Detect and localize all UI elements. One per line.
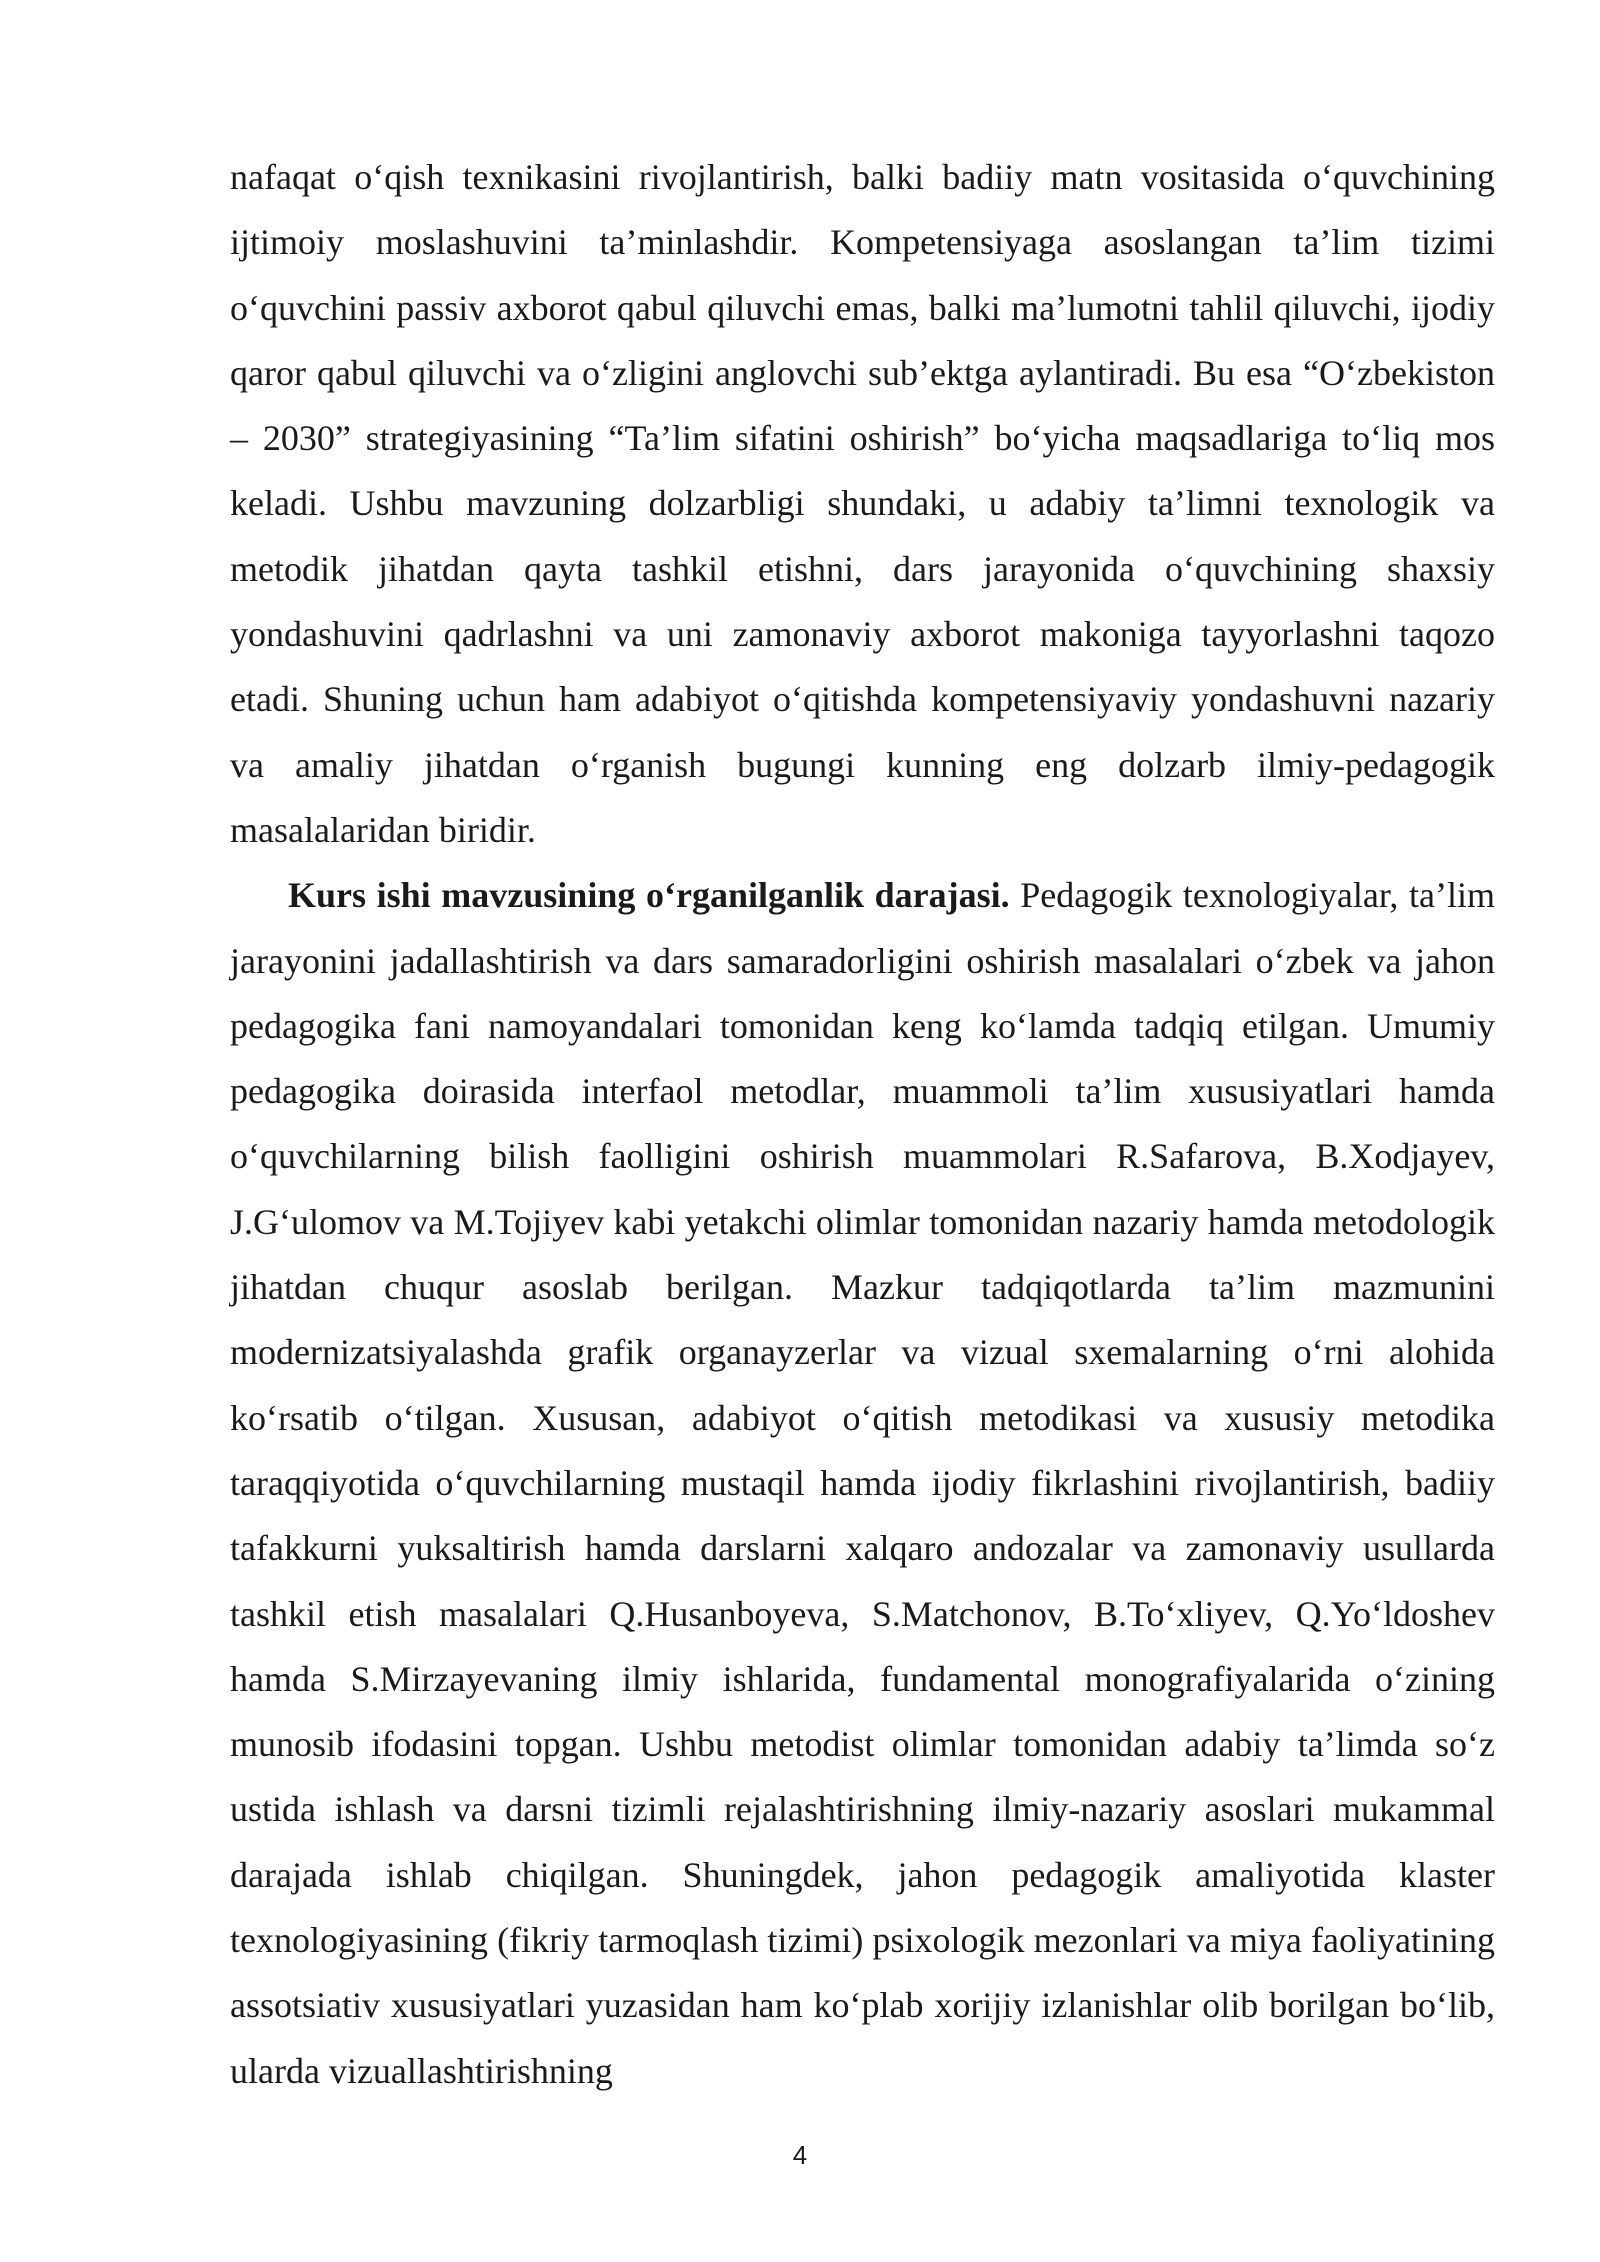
paragraph-2-lead: Kurs ishi mavzusining o‘rganilganlik darajasi. [288,875,1010,916]
page-number: 4 [792,2140,808,2170]
paragraph-2-text: Pedagogik texnologiyalar, ta’lim jarayonini jadallashtirish va dars samaradorligini oshirish masalalari o‘zbek va jahon pedagogika fani namoyandalari tomonidan keng ko‘lamda tadqiq etilgan. Umumiy pedagogika doirasida interfaol metodlar, muammoli ta’lim xususiyatlari hamda o‘quvchilarning bilish faolligini oshirish muammolari R.Safarova, B.Xodjayev, J.G‘ulomov va M.Tojiyev kabi yetakchi olimlar tomonidan nazariy hamda metodologik jihatdan chuqur asoslab berilgan. Mazkur tadqiqotlarda ta’lim mazmunini modernizatsiyalashda grafik organayzerlar va vizual sxemalarning o‘rni alohida ko‘rsatib o‘tilgan. Xususan, adabiyot o‘qitish metodikasi va xususiy metodika taraqqiyotida o‘quvchilarning mustaqil hamda ijodiy fikrlashini rivojlantirish, badiiy tafakkurni yuksaltirish hamda darslarni xalqaro andozalar va zamonaviy usullarda tashkil etish masalalari Q.Husanboyeva, S.Matchonov, B.To‘xliyev, Q.Yo‘ldoshev hamda S.Mirzayevaning ilmiy ishlarida, fundamental monografiyalarida o‘zining munosib ifodasini topgan. Ushbu metodist olimlar tomonidan adabiy ta’limda so‘z ustida ishlash va darsni tizimli rejalashtirishning ilmiy-nazariy asoslari mukammal darajada ishlab chiqilgan. Shuningdek, jahon pedagogik amaliyotida klaster texnologiyasining (fikriy tarmoqlash tizimi) psixologik mezonlari va miya faoliyatining assotsiativ xususiyatlari yuzasidan ham ko‘plab xorijiy izlanishlar olib borilgan bo‘lib, ularda vizuallashtirishning [230,875,1495,2091]
paragraph-2 [230,863,1495,2104]
paragraph-1-text: nafaqat o‘qish texnikasini rivojlantirish, balki badiiy matn vositasida o‘quvchining ijtimoiy moslashuvini ta’minlashdir. Kompetensiyaga asoslangan ta’lim tizimi o‘quvchini passiv axborot qabul qiluvchi emas, balki ma’lumotni tahlil qiluvchi, ijodiy qaror qabul qiluvchi va o‘zligini anglovchi sub’ektga aylantiradi. Bu esa “O‘zbekiston – 2030” strategiyasining “Ta’lim sifatini oshirish” bo‘yicha maqsadlariga to‘liq mos keladi. Ushbu mavzuning dolzarbligi shundaki, u adabiy ta’limni texnologik va metodik jihatdan qayta tashkil etishni, dars jarayonida o‘quvchining shaxsiy yondashuvini qadrlashni va uni zamonaviy axborot makoniga tayyorlashni taqozo etadi. Shuning uchun ham adabiyot o‘qitishda kompetensiyaviy yondashuvni nazariy va amaliy jihatdan o‘rganish bugungi kunning eng dolzarb ilmiy-pedagogik masalalaridan biridir. [230,157,1495,850]
document-page [230,145,1495,2104]
paragraph-1 [230,145,1495,863]
